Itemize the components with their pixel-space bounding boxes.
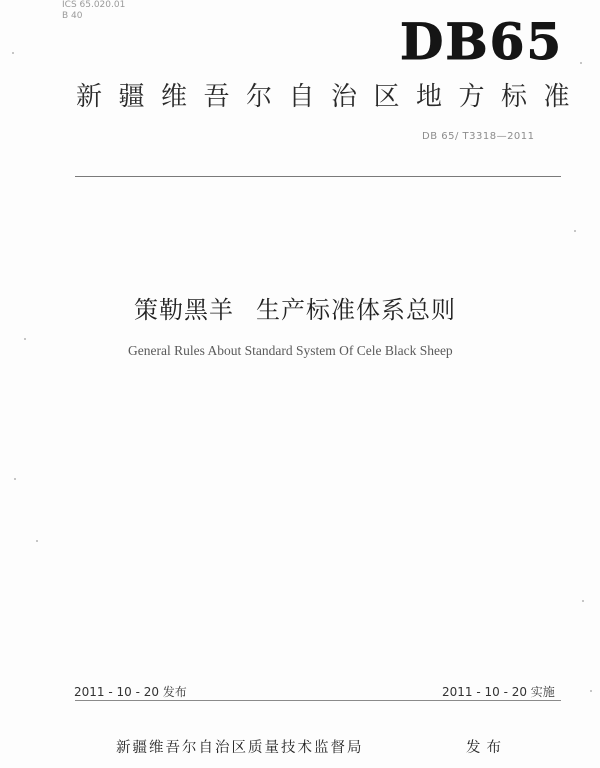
top-divider (75, 176, 561, 177)
title-zh-topic: 生产标准体系总则 (256, 296, 456, 324)
standard-number: DB 65/ T3318—2011 (422, 131, 535, 142)
issue-date: 2011 - 10 - 20 发布 (74, 685, 187, 699)
issued-label: 发布 (466, 740, 507, 756)
scan-speck (36, 540, 38, 542)
standard-type-heading: 新疆维吾尔自治区地方标准 (76, 82, 587, 112)
scan-speck (590, 690, 592, 692)
bottom-divider (75, 700, 561, 701)
ics-code: ICS 65.020.01 (62, 0, 126, 10)
scan-speck (582, 600, 584, 602)
db65-logo: DB65 (400, 12, 564, 71)
scan-speck (580, 62, 582, 64)
implementation-date: 2011 - 10 - 20 实施 (442, 685, 555, 699)
document-title-zh (134, 290, 456, 325)
scan-speck (24, 338, 26, 340)
title-zh-subject: 策勒黑羊 (134, 296, 234, 324)
ics-classification (62, 0, 125, 22)
scan-speck (14, 478, 16, 480)
document-title-en: General Rules About Standard System Of Cele Black Sheep (128, 343, 453, 358)
issuing-authority: 新疆维吾尔自治区质量技术监督局 (116, 740, 364, 756)
scan-speck (12, 52, 14, 54)
ccs-code: B 40 (62, 11, 83, 21)
scan-speck (574, 230, 576, 232)
